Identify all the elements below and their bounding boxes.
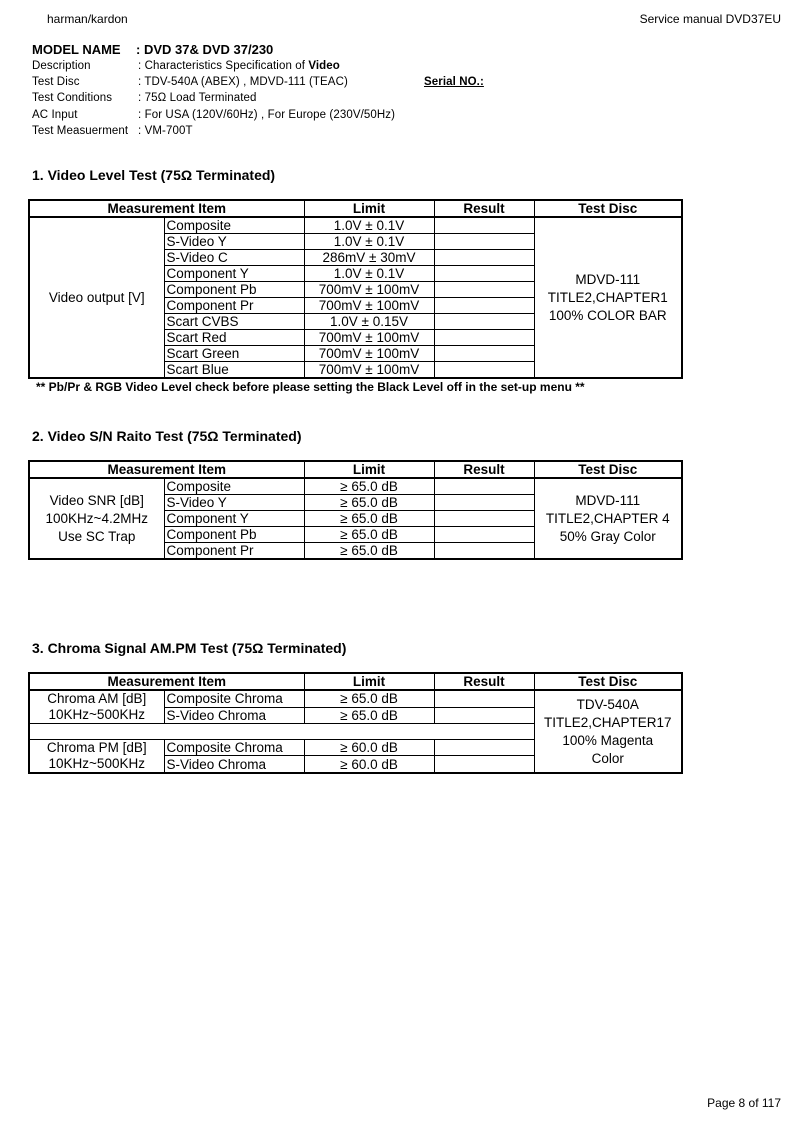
- table-row-limit: 1.0V ± 0.15V: [304, 314, 434, 330]
- table-row-item: Composite: [164, 217, 304, 234]
- group-label-line: Chroma PM [dB]: [46, 740, 147, 755]
- result-cell: [434, 282, 534, 298]
- meta-label-test-conditions: Test Conditions: [32, 92, 113, 104]
- result-cell: [434, 346, 534, 362]
- table-row-limit: ≥ 60.0 dB: [304, 740, 434, 756]
- test-disc-line: TITLE2,CHAPTER1: [547, 289, 668, 305]
- test-disc-line: 50% Gray Color: [559, 528, 656, 544]
- result-cell: [434, 298, 534, 314]
- col-header-measurement-item: Measurement Item: [29, 200, 304, 217]
- test-disc-line: Color: [591, 750, 624, 766]
- result-cell: [434, 266, 534, 282]
- table-row-item: S-Video C: [164, 250, 304, 266]
- col-header-result: Result: [434, 200, 534, 217]
- result-cell: [434, 756, 534, 773]
- video-snr-group-label: [29, 478, 164, 559]
- model-name-label: MODEL NAME: [32, 42, 121, 57]
- result-cell: [434, 690, 534, 707]
- section1-title: 1. Video Level Test (75Ω Terminated): [32, 167, 276, 183]
- group-label-line: Video SNR [dB]: [49, 492, 144, 508]
- result-cell: [434, 543, 534, 560]
- table-row-item: Component Pb: [164, 527, 304, 543]
- table-row-item: Component Pr: [164, 298, 304, 314]
- col-header-limit: Limit: [304, 673, 434, 690]
- table-row-limit: ≥ 65.0 dB: [304, 707, 434, 724]
- table-row-limit: ≥ 65.0 dB: [304, 690, 434, 707]
- test-disc-cell: [534, 217, 682, 378]
- row-gap: [29, 724, 534, 740]
- group-label-line: 100KHz~4.2MHz: [45, 510, 148, 526]
- chroma-pm-group-label: [29, 740, 164, 774]
- col-header-measurement-item: Measurement Item: [29, 673, 304, 690]
- table-row-limit: 700mV ± 100mV: [304, 330, 434, 346]
- video-sn-table: [28, 460, 683, 560]
- table-row-limit: 1.0V ± 0.1V: [304, 266, 434, 282]
- meta-label-test-measurement: Test Measuerment: [32, 125, 129, 137]
- page-number: Page 8 of 117: [707, 1096, 781, 1110]
- group-label-line: 10KHz~500KHz: [48, 756, 145, 771]
- result-cell: [434, 511, 534, 527]
- col-header-measurement-item: Measurement Item: [29, 461, 304, 478]
- table-row-item: S-Video Chroma: [164, 756, 304, 773]
- result-cell: [434, 478, 534, 495]
- group-label-line: Use SC Trap: [58, 528, 136, 544]
- result-cell: [434, 495, 534, 511]
- header-brand: harman/kardon: [47, 12, 128, 26]
- table-row-item: Scart CVBS: [164, 314, 304, 330]
- result-cell: [434, 707, 534, 724]
- test-disc-line: MDVD-111: [575, 271, 641, 287]
- col-header-limit: Limit: [304, 200, 434, 217]
- result-cell: [434, 250, 534, 266]
- col-header-test-disc: Test Disc: [534, 200, 682, 217]
- result-cell: [434, 217, 534, 234]
- table-row-item: Component Pb: [164, 282, 304, 298]
- test-disc-cell: [534, 478, 682, 559]
- section2-title: 2. Video S/N Raito Test (75Ω Terminated): [32, 428, 302, 444]
- test-disc-line: TITLE2,CHAPTER 4: [545, 510, 670, 526]
- test-disc-line: TITLE2,CHAPTER17: [543, 714, 672, 730]
- chroma-am-group-label: [29, 690, 164, 724]
- meta-value-ac-input: : For USA (120V/60Hz) , For Europe (230V/50Hz): [138, 109, 396, 121]
- table-row-limit: 286mV ± 30mV: [304, 250, 434, 266]
- group-label-line: Chroma AM [dB]: [47, 691, 147, 706]
- table-row-item: Scart Green: [164, 346, 304, 362]
- result-cell: [434, 330, 534, 346]
- table-row-limit: 1.0V ± 0.1V: [304, 217, 434, 234]
- table-row-limit: 700mV ± 100mV: [304, 346, 434, 362]
- test-disc-line: 100% COLOR BAR: [548, 307, 667, 323]
- test-disc-line: MDVD-111: [575, 492, 641, 508]
- col-header-result: Result: [434, 673, 534, 690]
- group-label-line: 10KHz~500KHz: [48, 707, 145, 722]
- table-row-item: Composite: [164, 478, 304, 495]
- table-row-item: S-Video Y: [164, 495, 304, 511]
- test-disc-cell: [534, 690, 682, 773]
- table-row-limit: ≥ 65.0 dB: [304, 527, 434, 543]
- meta-value-description: : Characteristics Specification of Video: [138, 60, 340, 72]
- table-row-limit: 700mV ± 100mV: [304, 282, 434, 298]
- serial-number-label: Serial NO.:: [424, 76, 484, 88]
- test-disc-line: TDV-540A: [576, 696, 639, 712]
- table-row-item: Scart Blue: [164, 362, 304, 379]
- table-row-item: Component Y: [164, 511, 304, 527]
- table-row-limit: 700mV ± 100mV: [304, 298, 434, 314]
- col-header-result: Result: [434, 461, 534, 478]
- col-header-test-disc: Test Disc: [534, 673, 682, 690]
- table-row-limit: 1.0V ± 0.1V: [304, 234, 434, 250]
- table-row-item: S-Video Chroma: [164, 707, 304, 724]
- video-output-group-label: Video output [V]: [29, 217, 164, 378]
- table-row-item: Scart Red: [164, 330, 304, 346]
- table-row-item: Composite Chroma: [164, 740, 304, 756]
- result-cell: [434, 234, 534, 250]
- model-name-value: : DVD 37& DVD 37/230: [136, 42, 274, 57]
- meta-value-test-conditions: : 75Ω Load Terminated: [138, 92, 257, 104]
- table-row-limit: ≥ 65.0 dB: [304, 478, 434, 495]
- video-level-table: [28, 199, 683, 379]
- table-row-item: Component Pr: [164, 543, 304, 560]
- table-row-limit: ≥ 65.0 dB: [304, 511, 434, 527]
- table-row-item: Composite Chroma: [164, 690, 304, 707]
- section3-title: 3. Chroma Signal AM.PM Test (75Ω Terminated): [32, 640, 347, 656]
- table-row-item: Component Y: [164, 266, 304, 282]
- black-level-note: ** Pb/Pr & RGB Video Level check before please setting the Black Level off in the set-up menu **: [36, 380, 585, 394]
- meta-label-description: Description: [32, 60, 91, 72]
- result-cell: [434, 362, 534, 379]
- table-row-limit: ≥ 60.0 dB: [304, 756, 434, 773]
- col-header-limit: Limit: [304, 461, 434, 478]
- test-disc-line: 100% Magenta: [562, 732, 654, 748]
- meta-label-test-disc: Test Disc: [32, 76, 80, 88]
- result-cell: [434, 314, 534, 330]
- chroma-am-pm-table: [28, 672, 683, 774]
- result-cell: [434, 527, 534, 543]
- result-cell: [434, 740, 534, 756]
- table-row-limit: ≥ 65.0 dB: [304, 495, 434, 511]
- header-manual-title: Service manual DVD37EU: [639, 12, 781, 26]
- meta-value-test-measurement: : VM-700T: [138, 125, 193, 137]
- table-row-item: S-Video Y: [164, 234, 304, 250]
- table-row-limit: ≥ 65.0 dB: [304, 543, 434, 560]
- table-row-limit: 700mV ± 100mV: [304, 362, 434, 379]
- meta-value-test-disc: : TDV-540A (ABEX) , MDVD-111 (TEAC): [138, 76, 348, 88]
- meta-label-ac-input: AC Input: [32, 109, 78, 121]
- col-header-test-disc: Test Disc: [534, 461, 682, 478]
